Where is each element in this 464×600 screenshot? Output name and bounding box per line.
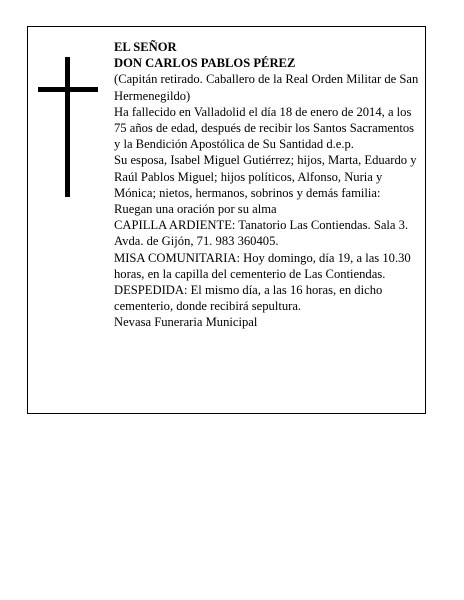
farewell-info: DESPEDIDA: El mismo día, a las 16 horas, en dicho cementerio, donde recibirá sepultura. [114,283,383,314]
funeral-home: Nevasa Funeraria Municipal [114,315,258,330]
latin-cross-icon [38,57,98,197]
mass-info: MISA COMUNITARIA: Hoy domingo, día 19, a las 10.30 horas, en la capilla del cementerio de Las Contiendas. [114,250,411,281]
family-list: Su esposa, Isabel Miguel Gutiérrez; hijos, Marta, Eduardo y Raúl Pablos Miguel; hijos políticos, Alfonso, Nuria y Mónica; nietos, hermanos, sobrinos y demás familia: [114,153,417,200]
prayer-request: Ruegan una oración por su alma [114,202,277,217]
cross-vertical-bar [65,57,70,197]
obituary-notice [27,26,426,414]
death-announcement: Ha fallecido en Valladolid el día 18 de enero de 2014, a los 75 años de edad, después de recibir los Santos Sacramentos y la Bendición Apostólica de Su Santidad d.e.p. [114,104,415,152]
deceased-name: DON CARLOS PABLOS PÉREZ [114,56,296,71]
chapel-info: CAPILLA ARDIENTE: Tanatorio Las Contiendas. Sala 3. Avda. de Gijón, 71. 983 360405. [114,218,409,249]
obituary-title: EL SEÑOR [114,40,177,54]
cross-horizontal-bar [38,87,98,92]
obituary-text [114,39,419,331]
deceased-rank: (Capitán retirado. Caballero de la Real Orden Militar de San Hermenegildo) [114,72,419,103]
